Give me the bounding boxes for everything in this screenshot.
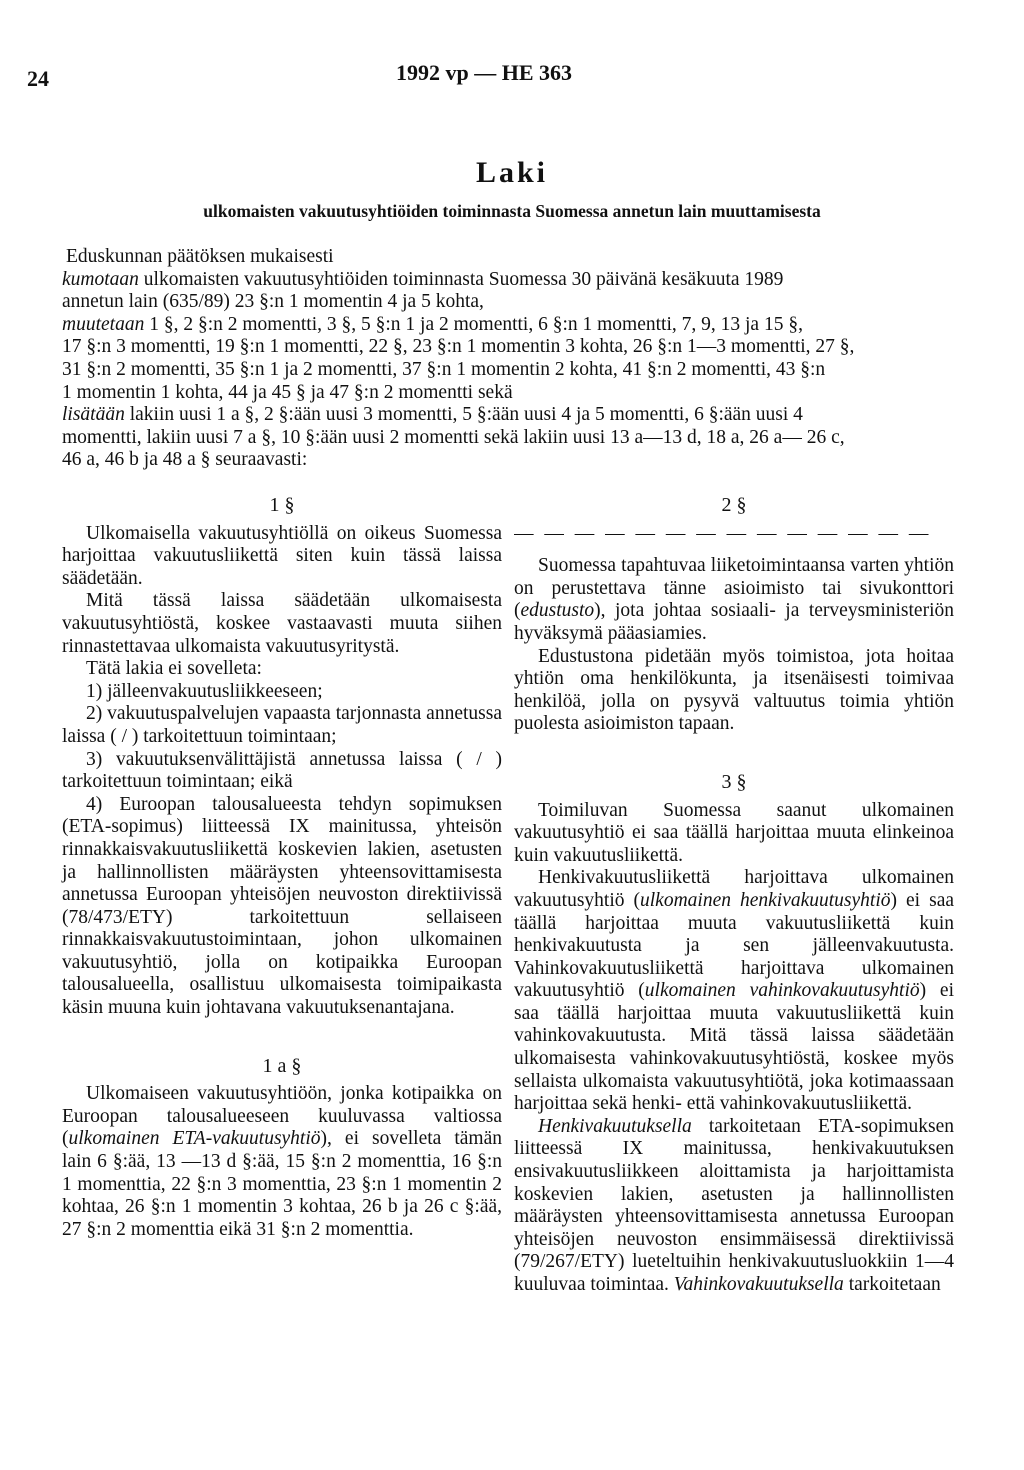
paragraph: Ulkomaisella vakuutusyhtiöllä on oikeus Suomessa harjoittaa vakuutusliikettä siten kuin tässä laissa säädetään.	[62, 522, 502, 589]
intro-text: lakiin uusi 1 a §, 2 §:ään uusi 3 momentti, 5 §:ään uusi 4 ja 5 momentti, 6 §:ään uusi 4	[124, 404, 803, 426]
defined-term: edustusto	[520, 600, 595, 622]
omission-dashes: — — — — — — — — — — — — — —	[514, 522, 932, 544]
paragraph: Edustustona pidetään myös toimistoa, jota hoitaa yhtiön oma henkilökunta, ja itsenäisesti toimivaa henkilöä, jolla on pysyvä valtuutus toimia yhtiön puolesta asioimiston tapaan.	[514, 645, 954, 735]
running-head: 1992 vp — HE 363	[396, 60, 573, 85]
intro-line: annetun lain (635/89) 23 §:n 1 momentin 4 ja 5 kohta,	[62, 291, 484, 313]
intro-line: 46 a, 46 b ja 48 a § seuraavasti:	[62, 449, 308, 471]
paragraph	[62, 1083, 502, 1241]
paragraph	[514, 867, 954, 1116]
section-1-heading: 1 §	[269, 494, 295, 516]
paragraph: Mitä tässä laissa säädetään ulkomaisesta vakuutusyhtiöstä, koskee vastaavasti muuta siihen rinnastettavaa ulkomaista vakuutusyritystä.	[62, 590, 502, 657]
section-1a-heading: 1 a §	[262, 1054, 302, 1077]
list-item: 4) Euroopan talousalueesta tehdyn sopimuksen (ETA-sopimus) liitteessä IX mainitussa, yhteisön rinnakkaisvakuutusliikettä koskevien lakien, asetusten ja hallinnollisten määräysten yhteensovittamisesta annetussa Euroopan yhteisöjen neuvoston direktiivissä (78/473/ETY) tarkoitettuun sellaiseen rinnakkaisvakuutustoimintaan, johon ulkomainen vakuutusyhtiö, jolla on kotipaikka Euroopan talousalueella, osallistuu ulkomaisesta toimipaikasta käsin muuna kuin johtavana vakuutuksenantajana.	[62, 793, 502, 1019]
law-title: Laki	[475, 156, 549, 189]
section-2-heading: 2 §	[721, 494, 747, 516]
intro-line: Eduskunnan päätöksen mukaisesti	[66, 246, 334, 267]
defined-term: ulkomainen henkivakuutusyhtiö	[640, 889, 891, 911]
muutetaan-label: muutetaan	[62, 313, 145, 335]
intro-line: 17 §:n 3 momentti, 19 §:n 1 momentti, 22 §, 23 §:n 1 momentin 3 kohta, 26 §:n 1—3 momentti, 27 §,	[62, 336, 855, 358]
paragraph-text: tarkoitetaan ETA-sopimuksen liitteessä IX mainitussa, henkivakuutuksen ensivakuutusliikkeen aloittamista ja harjoittamista koskevien lakien, asetusten ja hallinnollisten määräysten yhteensovittamisesta annetussa Euroopan yhteisöjen neuvoston ensimmäisessä direktiivissä (79/267/ETY) lueteltuihin henkivakuutusluokkiin 1—4 kuuluvaa toimintaa.	[514, 1115, 954, 1295]
paragraph-text: Henkivakuutusliikettä harjoittava ulkomainen vakuutusyhtiö (	[514, 867, 954, 911]
paragraph: Toimiluvan Suomessa saanut ulkomainen vakuutusyhtiö ei saa täällä harjoittaa muuta elinkeinoa kuin vakuutusliikettä.	[514, 799, 954, 866]
paragraph: Tätä lakia ei sovelleta:	[86, 658, 262, 680]
paragraph	[514, 555, 954, 645]
intro-line	[62, 314, 962, 337]
kumotaan-label: kumotaan	[62, 268, 139, 290]
paragraph-text: ) ei saa täällä harjoittaa muuta vakuutusliikettä kuin henkivakuutusta ja sen jälleenvakuutusta. Vahinkovakuutusliikettä harjoittava ulkomainen vakuutusyhtiö (	[514, 889, 955, 1002]
defined-term: Henkivakuutuksella	[538, 1115, 692, 1137]
list-item: 2) vakuutuspalvelujen vapaasta tarjonnasta annetussa laissa ( / ) tarkoitettuun toimintaan;	[62, 703, 502, 747]
intro-line: 1 momentin 1 kohta, 44 ja 45 § ja 47 §:n 2 momentti sekä	[62, 381, 513, 403]
enacting-clause	[62, 246, 962, 472]
intro-text: 1 §, 2 §:n 2 momentti, 3 §, 5 §:n 1 ja 2 momentti, 6 §:n 1 momentti, 7, 9, 13 ja 15 §,	[144, 313, 803, 335]
intro-line	[62, 404, 962, 427]
section-3-heading: 3 §	[721, 770, 747, 793]
list-item: 1) jälleenvakuutusliikkeeseen;	[86, 680, 323, 702]
defined-term: ulkomainen vahinkovakuutusyhtiö	[644, 980, 920, 1002]
defined-term: Vahinkovakuutuksella	[673, 1274, 844, 1295]
paragraph-text: ) ei saa täällä harjoittaa muuta vakuutusliikettä kuin vahinkovakuutusta. Mitä tässä laissa säädetään ulkomaisesta vahinkovakuutusyhtiöstä, koskee myös sellaista ulkomaista vakuutusyhtiötä, joka kotimaassaan harjoittaa sekä henki- että vahinkovakuutusliikettä.	[514, 980, 954, 1115]
paragraph-text: Suomessa tapahtuvaa liiketoimintaansa varten yhtiön on perustettava tänne asioimisto tai sivukonttori (	[514, 555, 954, 622]
paragraph-text: ), jota johtaa sosiaali- ja terveysministeriön hyväksymä pääasiamies.	[514, 600, 954, 644]
lisataan-label: lisätään	[62, 404, 125, 426]
paragraph-text: ), ei sovelleta tämän lain 6 §:ää, 13 —13 d §:ää, 15 §:n 2 momenttia, 16 §:n 1 momenttia, 22 §:n 3 momenttia, 23 §:n 1 momentin 2 kohtaa, 26 §:n 1 momentin 3 kohtaa, 26 b ja 26 c §:ää, 27 §:n 2 momenttia eikä 31 §:n 2 momenttia.	[62, 1128, 502, 1240]
intro-text: ulkomaisten vakuutusyhtiöiden toiminnasta Suomessa 30 päivänä kesäkuuta 1989	[138, 268, 784, 290]
right-column	[514, 494, 954, 1297]
paragraph-text: tarkoitetaan	[843, 1274, 941, 1295]
list-item: 3) vakuutuksenvälittäjistä annetussa laissa ( / ) tarkoitettuun toimintaan; eikä	[62, 748, 502, 793]
paragraph	[514, 1116, 954, 1297]
page-number: 24	[27, 66, 49, 91]
law-subtitle: ulkomaisten vakuutusyhtiöiden toiminnasta Suomessa annetun lain muuttamisesta	[203, 201, 821, 221]
defined-term: ulkomainen ETA-vakuutusyhtiö	[68, 1128, 321, 1150]
intro-line: momentti, lakiin uusi 7 a §, 10 §:ään uusi 2 momentti sekä lakiin uusi 13 a—13 d, 18 a, 26 a— 26 c,	[62, 426, 845, 448]
paragraph-text: Ulkomaiseen vakuutusyhtiöön, jonka kotipaikka on Euroopan talousalueeseen kuuluvassa valtiossa (	[62, 1083, 502, 1150]
intro-line	[62, 269, 962, 292]
left-column	[62, 494, 502, 1241]
intro-line: 31 §:n 2 momentti, 35 §:n 1 ja 2 momentti, 37 §:n 1 momentin 2 kohta, 41 §:n 2 momentti, 43 §:n	[62, 358, 826, 380]
